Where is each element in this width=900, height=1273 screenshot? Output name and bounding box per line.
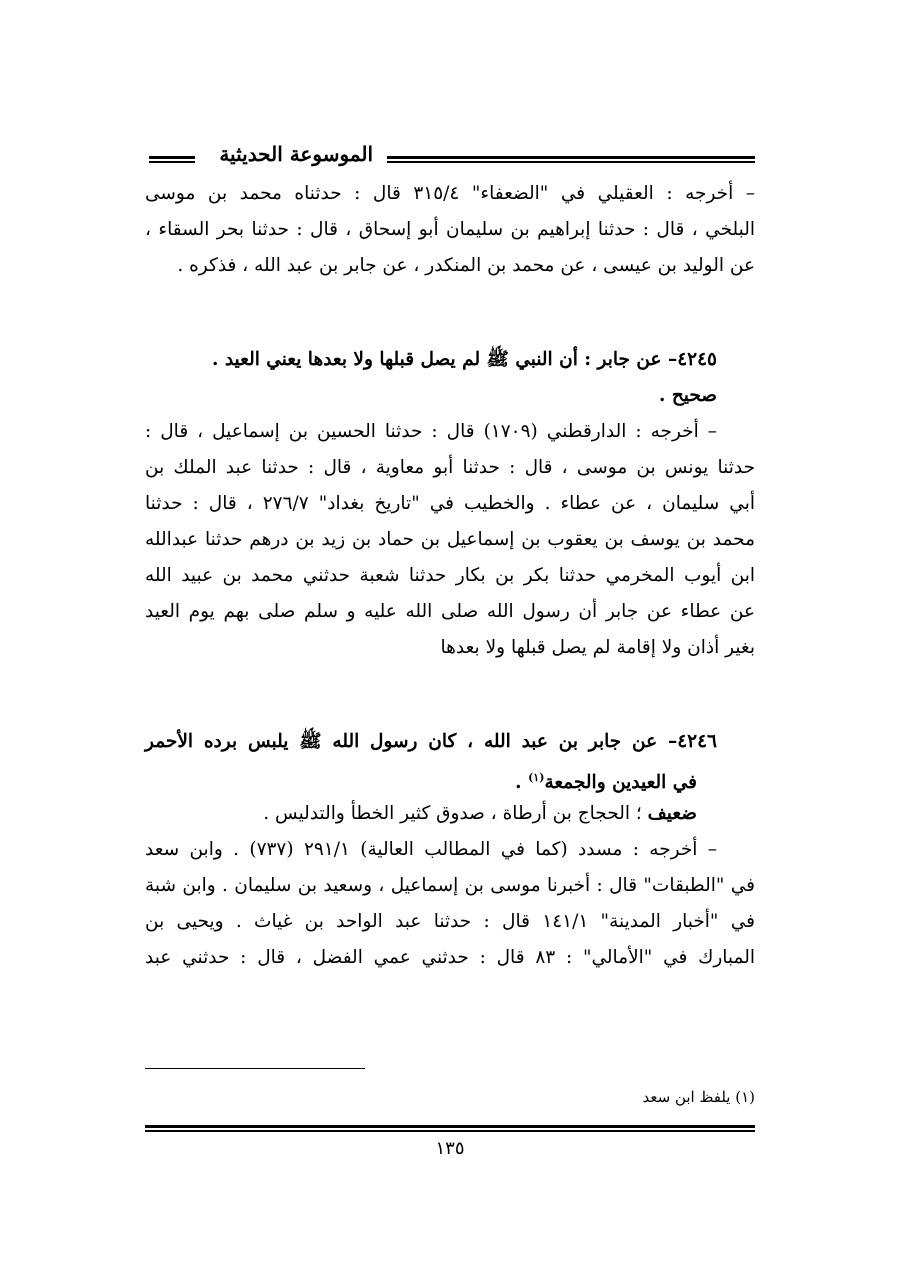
spacer [145, 320, 755, 342]
page-header [145, 142, 755, 174]
text-line: المبارك في "الأمالي" : ٨٣ قال : حدثني عمي الفضل ، قال : حدثني عبد [145, 947, 755, 968]
text-line: أبي سليمان ، عن عطاء . والخطيب في "تاريخ بغداد" ٢٧٦/٧ ، قال : حدثنا [145, 493, 755, 514]
hadith-heading-4246: ٤٢٤٦– عن جابر بن عبد الله ، كان رسول الله ﷺ يلبس برده الأحمر [145, 731, 717, 752]
grade-sahih: صحيح . [658, 385, 717, 406]
text-line: بغير أذان ولا إقامة لم يصل قبلها ولا بعدها [440, 637, 755, 658]
text-line: عن الوليد بن عيسى ، عن محمد بن المنكدر ، عن جابر بن عبد الله ، فذكره . [177, 255, 755, 276]
text-line: – أخرجه : العقيلي في "الضعفاء" ٣١٥/٤ قال : حدثناه محمد بن موسى [145, 183, 755, 204]
page-body [145, 176, 755, 976]
text-line: ابن أيوب المخرمي حدثنا بكر بن بكار حدثنا شعبة حدثني محمد بن عبيد الله [145, 565, 755, 586]
text-line: حدثنا يونس بن موسى ، قال : حدثنا أبو معاوية ، قال : حدثنا عبد الملك بن [145, 457, 755, 478]
text-line: – أخرجه : مسدد (كما في المطالب العالية) ٢٩١/١ (٧٣٧) . وابن سعد [145, 839, 717, 860]
spacer [145, 666, 755, 702]
text-line: في "أخبار المدينة" ١٤١/١ قال : حدثنا عبد الواحد بن غياث . ويحيى بن [145, 911, 755, 932]
footnote-ref: (١) [528, 771, 545, 784]
page [145, 0, 755, 1273]
text-line: – أخرجه : الدارقطني (١٧٠٩) قال : حدثنا الحسين بن إسماعيل ، قال : [145, 421, 717, 442]
period: . [515, 772, 522, 794]
footer-rule [145, 1125, 755, 1132]
text-line: البلخي ، قال : حدثنا إبراهيم بن سليمان أبو إسحاق ، قال : حدثنا بحر السقاء ، [145, 219, 755, 240]
header-rule-left [149, 156, 195, 163]
grade-reason: ؛ الحجاج بن أرطاة ، صدوق كثير الخطأ والتدليس . [263, 803, 642, 824]
grade-line [145, 796, 755, 832]
hadith-text: في العيدين والجمعة [544, 772, 697, 794]
footnote: (١) يلفظ ابن سعد [642, 1088, 755, 1106]
text-line: محمد بن يوسف بن يعقوب بن إسماعيل بن حماد بن زيد بن درهم حدثنا عبدالله [145, 529, 755, 550]
text-line: في "الطبقات" قال : أخبرنا موسى بن إسماعيل ، وسعيد بن سليمان . وابن شبة [145, 875, 755, 896]
text-line: عن عطاء عن جابر أن رسول الله صلى الله عليه و سلم صلى بهم يوم العيد [145, 601, 755, 622]
hadith-heading-4246-cont [145, 760, 755, 796]
hadith-heading-4245: ٤٢٤٥– عن جابر : أن النبي ﷺ لم يصل قبلها ولا بعدها يعني العيد . [211, 349, 717, 370]
spacer [145, 702, 755, 724]
footnote-rule [145, 1068, 365, 1069]
page-number: ١٣٥ [435, 1138, 465, 1159]
grade-daif: ضعيف [647, 803, 697, 824]
header-title: الموسوعة الحديثية [219, 142, 373, 166]
spacer [145, 284, 755, 320]
header-rule-right [387, 156, 755, 163]
